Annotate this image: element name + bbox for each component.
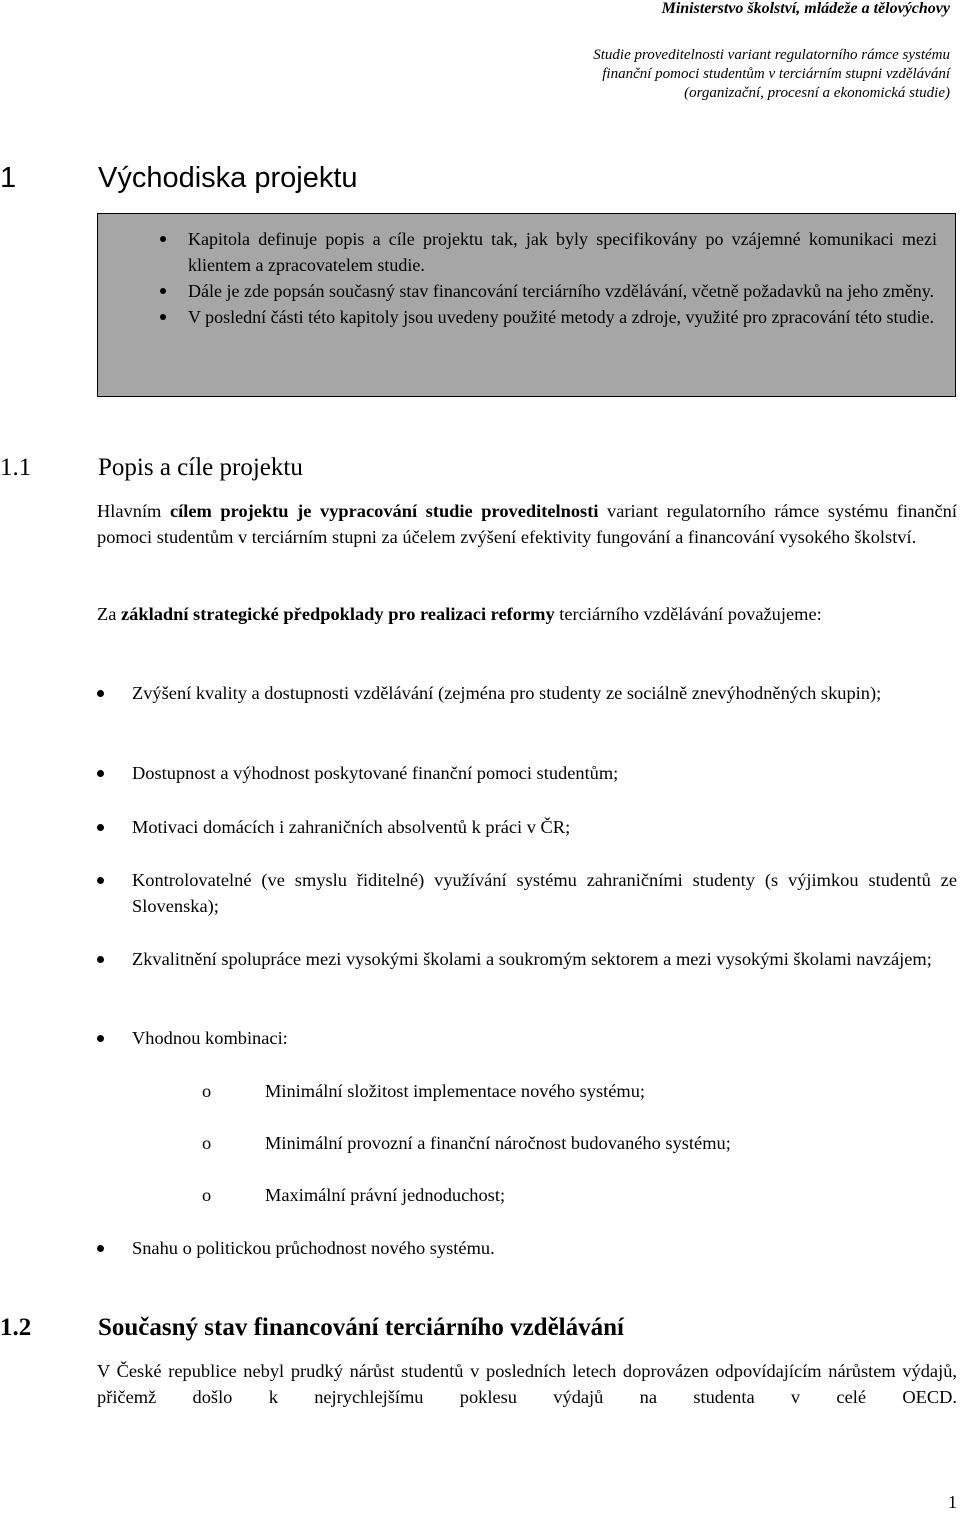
bullet-icon — [160, 314, 166, 320]
emphasis: cílem projektu je vypracování studie proveditelnosti — [169, 501, 599, 521]
bullet-icon — [160, 288, 166, 294]
list-item: Snahu o politickou průchodnost nového systému. — [97, 1235, 957, 1261]
chapter-summary-box — [97, 213, 956, 397]
list-item: Zkvalitnění spolupráce mezi vysokými školami a soukromým sektorem a mezi vysokými školami navzájem; — [97, 946, 957, 972]
bullet-icon — [97, 690, 104, 697]
chapter-number: 1 — [0, 162, 17, 194]
bullet-icon — [97, 1035, 104, 1042]
section-title: Popis a cíle projektu — [98, 454, 303, 481]
section-heading-1-1 — [0, 454, 303, 482]
summary-item: Dále je zde popsán současný stav financování terciárního vzdělávání, včetně požadavků na jeho změny. — [98, 278, 937, 304]
page-number: 1 — [948, 1492, 957, 1512]
bullet-icon — [97, 824, 104, 831]
bullet-icon — [97, 1245, 104, 1252]
header-study-line: Studie proveditelnosti variant regulatorního rámce systému — [593, 47, 950, 63]
header-study-line: (organizační, procesní a ekonomická studie) — [684, 85, 950, 101]
section-heading-1-2 — [0, 1314, 624, 1342]
list-item: Motivaci domácích i zahraničních absolventů k práci v ČR; — [97, 814, 957, 840]
paragraph-current-state: V České republice nebyl prudký nárůst studentů v posledních letech doprovázen odpovídajícím nárůstem výdajů, přičemž došlo k nejrychlejšímu poklesu výdajů na studenta v celé OECD. — [97, 1361, 957, 1407]
circle-bullet-icon: o — [202, 1133, 212, 1153]
bullet-icon — [97, 770, 104, 777]
list-item: Vhodnou kombinaci: — [97, 1025, 957, 1051]
header-organization: Ministerstvo školství, mládeže a tělovýchovy — [661, 0, 950, 17]
bullet-icon — [97, 877, 104, 884]
header-study-line: finanční pomoci studentům v terciárním stupni vzdělávání — [602, 66, 950, 82]
chapter-heading — [0, 162, 358, 195]
header-study-title — [390, 46, 950, 103]
section-number: 1.2 — [0, 1314, 32, 1341]
list-item: Kontrolovatelné (ve smyslu řiditelné) využívání systému zahraničními studenty (s výjimkou studentů ze Slovenska); — [97, 867, 957, 919]
summary-item: V poslední části této kapitoly jsou uvedeny použité metody a zdroje, využité pro zpracování této studie. — [98, 304, 937, 330]
section-number: 1.1 — [0, 454, 32, 481]
list-item: Dostupnost a výhodnost poskytované finanční pomoci studentům; — [97, 760, 957, 786]
bullet-icon — [160, 236, 166, 242]
section-title: Současný stav financování terciárního vzdělávání — [98, 1314, 624, 1341]
paragraph-assumptions: Za základní strategické předpoklady pro realizaci reformy terciárního vzdělávání považujeme: — [97, 604, 822, 624]
circle-bullet-icon: o — [202, 1081, 212, 1101]
bullet-icon — [97, 956, 104, 963]
chapter-title: Východiska projektu — [98, 162, 358, 194]
summary-item: Kapitola definuje popis a cíle projektu tak, jak byly specifikovány po vzájemné komunikaci mezi klientem a zpracovatelem studie. — [98, 226, 937, 278]
circle-bullet-icon: o — [202, 1185, 212, 1205]
list-item: Zvýšení kvality a dostupnosti vzdělávání (zejména pro studenty ze sociálně znevýhodněných skupin); — [97, 680, 957, 706]
emphasis: základní strategické předpoklady pro realizaci reformy — [121, 604, 555, 624]
document-page: Ministerstvo školství, mládeže a tělovýchovy Studie proveditelnosti variant regulatorního rámce systému finanční pomoci studentům v terciárním stupni vzdělávání (organizační, procesní a ekonomická studie) 1 Východiska projektu Kapitola definuje popis a cíle projektu tak, jak byly specifikovány po vzájemné komunikaci mezi klientem a zpracovatelem studie. Dále je zde popsán současný stav financování terciárního vzdělávání, včetně požadavků na jeho změny. V poslední části této kapitoly jsou uvedeny použité metody a zdroje, využité pro zpracování této studie. 1.1 Popis a cíle projektu Hlavním cílem projektu je vypracování studie proveditelnosti variant regulatorního rámce systému finanční pomoci studentům v terciárním stupni za účelem zvýšení efektivity fungování a financování vysokého školství. Za základní strategické předpoklady pro realizaci reformy terciárního vzdělávání považujeme: Zvýšení kvality a dostupnosti vzdělávání (zejména pro studenty ze sociálně znevýhodněných skupin); Dostupnost a výhodnost poskytované finanční pomoci studentům; Motivaci domácích i zahraničních absolventů k práci v ČR; Kontrolovatelné (ve smyslu řiditelné) využívání systému zahraničními studenty (s výjimkou studentů ze Slovenska); Zkvalitnění spolupráce mezi vysokými školami a soukromým sektorem a mezi vysokými školami navzájem; Vhodnou kombinaci: o Minimální složitost implementace nového systému; o Minimální provozní a finanční náročnost budovaného systému; o Maximální právní jednoduchost; Snahu o politickou průchodnost nového systému. 1.2 Současný stav financování terciárního vzdělávání V České republice nebyl prudký nárůst studentů v posledních letech doprovázen odpovídajícím nárůstem výdajů, přičemž došlo k nejrychlejšímu poklesu výdajů na studenta v celé OECD. 1 — [0, 0, 957, 1512]
paragraph-project-goal: Hlavním cílem projektu je vypracování studie proveditelnosti variant regulatorního rámce systému finanční pomoci studentům v terciárním stupni za účelem zvýšení efektivity fungování a financování vysokého školství. — [97, 501, 957, 547]
